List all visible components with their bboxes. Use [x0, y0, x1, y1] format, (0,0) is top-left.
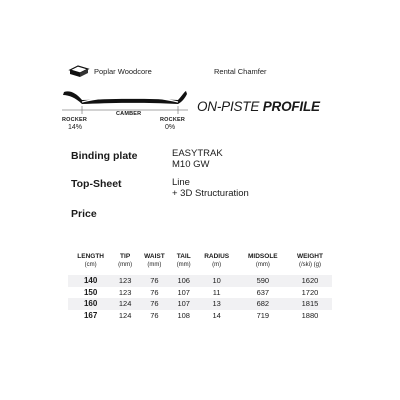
cell-midsole: 719	[238, 310, 288, 322]
woodcore-icon	[68, 64, 90, 80]
cell-weight: 1620	[288, 275, 332, 287]
cell-waist: 76	[137, 287, 172, 299]
cell-tip: 124	[113, 310, 137, 322]
cell-radius: 11	[196, 287, 238, 299]
cell-tail: 107	[172, 287, 196, 299]
binding-plate-value-1: EASYTRAK	[172, 148, 223, 159]
col-waist: WAIST (mm)	[144, 253, 165, 268]
cell-waist: 76	[137, 275, 172, 287]
cell-length: 140	[68, 275, 113, 287]
col-tail: TAIL (mm)	[176, 253, 191, 268]
camber-label: CAMBER	[116, 111, 142, 117]
cell-tip: 123	[113, 275, 137, 287]
cell-midsole: 590	[238, 275, 288, 287]
col-midsole: MIDSOLE (mm)	[248, 253, 278, 268]
col-weight: WEIGHT (/ski) (g)	[296, 253, 323, 268]
rocker-tip-value: 14%	[68, 124, 83, 131]
cell-midsole: 637	[238, 287, 288, 299]
cell-weight: 1815	[288, 298, 332, 310]
cell-length: 150	[68, 287, 113, 299]
topsheet-value-1: Line	[172, 177, 190, 188]
cell-weight: 1720	[288, 287, 332, 299]
col-radius: RADIUS (m)	[204, 253, 230, 268]
col-length: LENGTH (cm)	[77, 253, 104, 268]
cell-length: 160	[68, 298, 113, 310]
table-row	[68, 287, 332, 299]
cell-tip: 123	[113, 287, 137, 299]
chamfer-label: Rental Chamfer	[214, 67, 267, 76]
cell-radius: 10	[196, 275, 238, 287]
rocker-tail-value: 0%	[165, 124, 176, 131]
table-row	[68, 275, 332, 287]
profile-title: ON-PISTE PROFILE	[197, 99, 320, 114]
cell-weight: 1880	[288, 310, 332, 322]
binding-plate-value-2: M10 GW	[172, 159, 210, 170]
cell-tail: 107	[172, 298, 196, 310]
topsheet-value-2: + 3D Structuration	[172, 188, 249, 199]
cell-waist: 76	[137, 310, 172, 322]
topsheet-label: Top-Sheet	[71, 178, 122, 190]
cell-waist: 76	[137, 298, 172, 310]
table-row	[68, 310, 332, 322]
table-header-row	[68, 253, 332, 275]
cell-midsole: 682	[238, 298, 288, 310]
col-tip: TIP (mm)	[118, 253, 133, 268]
cell-radius: 14	[196, 310, 238, 322]
rocker-tip-label: ROCKER	[62, 117, 88, 123]
table-row	[68, 298, 332, 310]
binding-plate-label: Binding plate	[71, 150, 138, 162]
rocker-tail-label: ROCKER	[160, 117, 186, 123]
price-label: Price	[71, 208, 97, 220]
cell-tip: 124	[113, 298, 137, 310]
woodcore-label: Poplar Woodcore	[94, 67, 152, 76]
cell-radius: 13	[196, 298, 238, 310]
size-table	[68, 253, 332, 321]
cell-tail: 108	[172, 310, 196, 322]
cell-length: 167	[68, 310, 113, 322]
cell-tail: 106	[172, 275, 196, 287]
